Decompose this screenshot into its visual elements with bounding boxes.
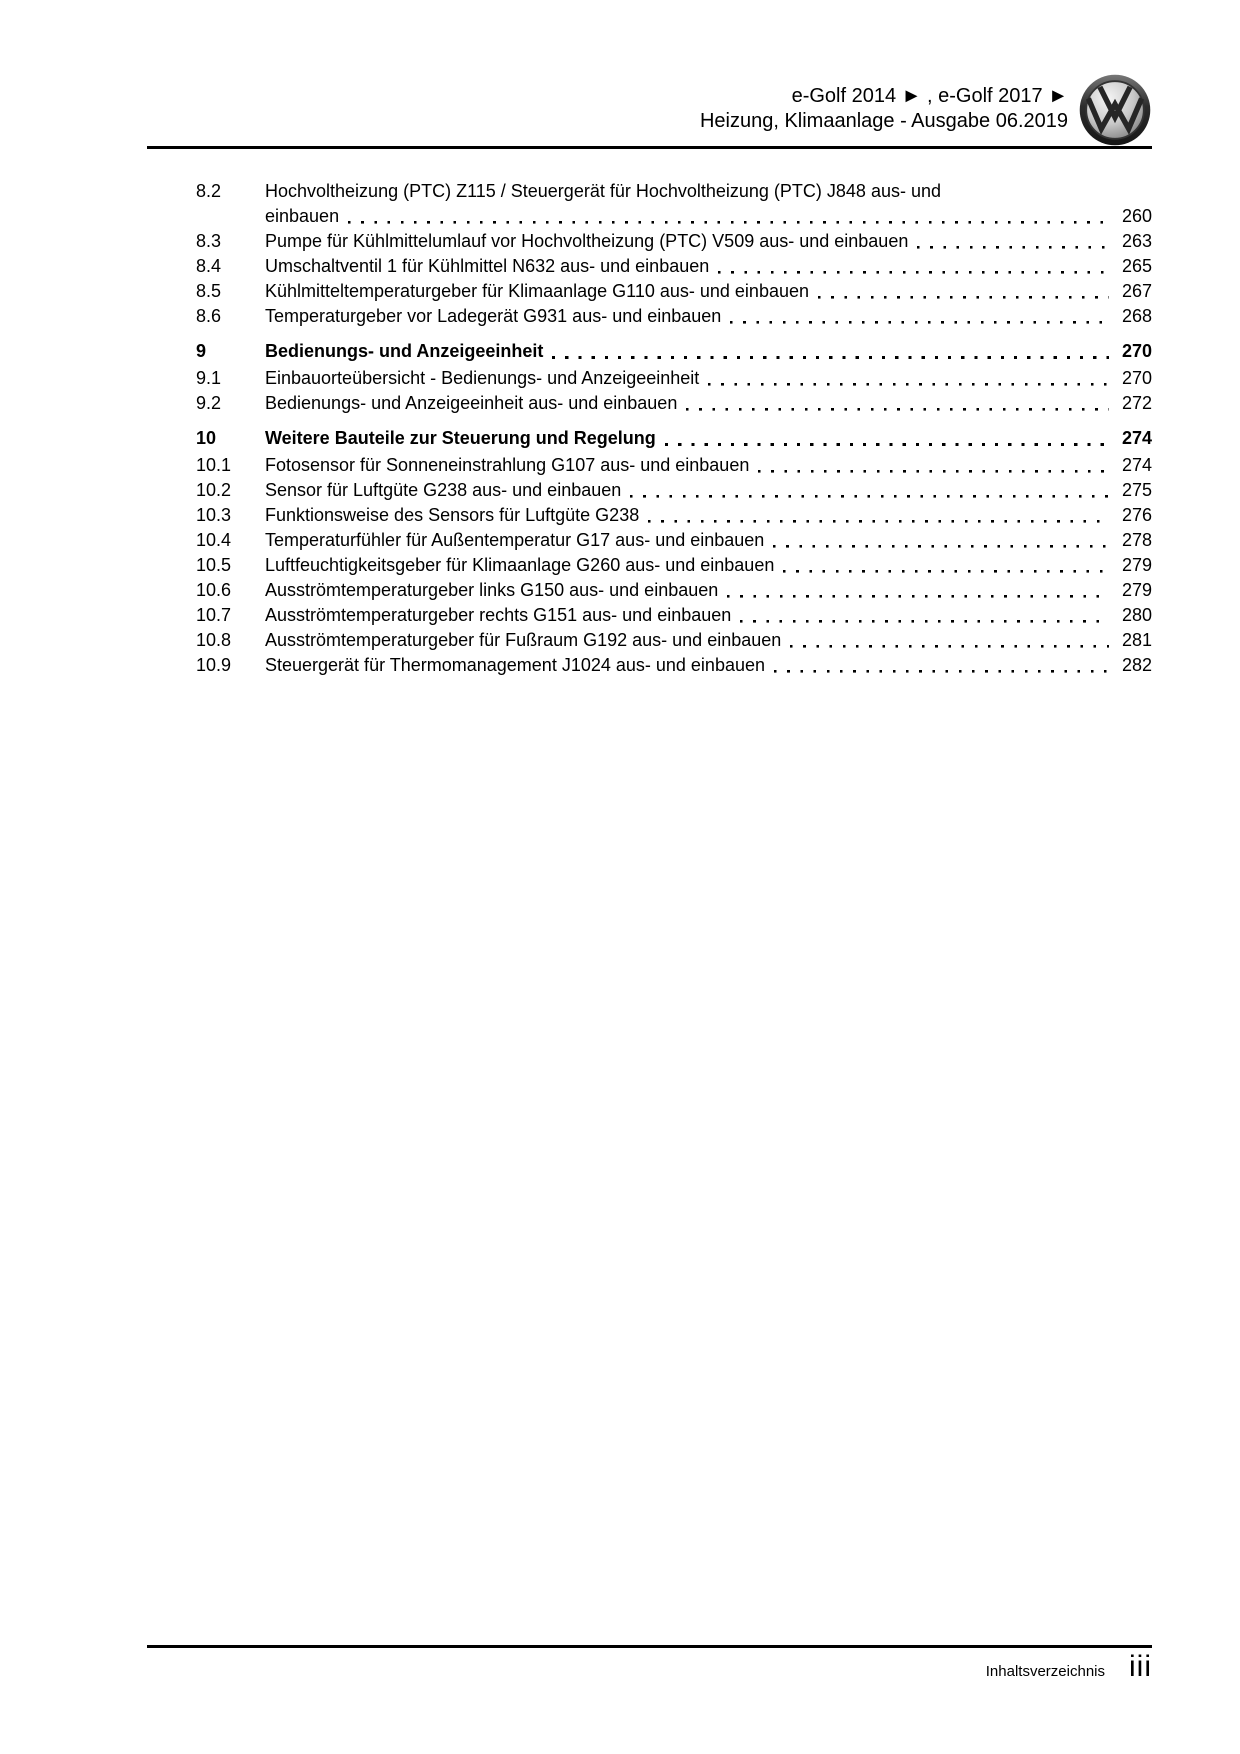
- toc-entry-number: 8.6: [196, 306, 222, 326]
- toc-entry[interactable]: [196, 528, 1152, 553]
- dot-leader: [348, 204, 1109, 229]
- toc-entry-body: [265, 339, 1152, 364]
- toc-entry-title: Ausströmtemperaturgeber links G150 aus- und einbauen: [265, 580, 719, 600]
- toc-entry-body: [265, 578, 1152, 603]
- toc-entry-page: 272: [1121, 393, 1152, 413]
- dot-leader: [686, 391, 1109, 416]
- dot-leader: [552, 339, 1109, 364]
- dot-leader: [630, 478, 1109, 503]
- dot-leader: [818, 279, 1109, 304]
- dot-leader: [648, 503, 1109, 528]
- header-rule: [147, 146, 1152, 149]
- toc-entry-title: Funktionsweise des Sensors für Luftgüte G238: [265, 505, 640, 525]
- dot-leader: [774, 653, 1109, 678]
- toc-entry-page: 276: [1121, 505, 1152, 525]
- toc-entry-title: Pumpe für Kühlmittelumlauf vor Hochvoltheizung (PTC) V509 aus- und einbauen: [265, 231, 909, 251]
- footer-rule: [147, 1645, 1152, 1648]
- toc-entry[interactable]: [196, 453, 1152, 478]
- toc-entry-tail: [265, 366, 1152, 391]
- page-footer: [986, 1650, 1152, 1684]
- header-model-line: e-Golf 2014 ► , e-Golf 2017 ►: [791, 85, 1068, 107]
- toc-entry-title-line: Hochvoltheizung (PTC) Z115 / Steuergerät für Hochvoltheizung (PTC) J848 aus- und: [265, 181, 941, 201]
- toc-entry-body: [265, 453, 1152, 478]
- dot-leader: [758, 453, 1109, 478]
- toc-entry-title: Temperaturgeber vor Ladegerät G931 aus- und einbauen: [265, 306, 722, 326]
- toc-entry-body: [265, 478, 1152, 503]
- toc-entry-body: [265, 528, 1152, 553]
- toc-entry[interactable]: [196, 503, 1152, 528]
- toc-entry-tail: [265, 628, 1152, 653]
- toc-entry-body: [265, 653, 1152, 678]
- toc-entry-number: 8.5: [196, 281, 222, 301]
- toc-entry[interactable]: [196, 229, 1152, 254]
- toc-entry-body: [265, 304, 1152, 329]
- toc-entry-title: Kühlmitteltemperaturgeber für Klimaanlage G110 aus- und einbauen: [265, 281, 809, 301]
- toc-entry[interactable]: [196, 478, 1152, 503]
- header-doc-title-line: Heizung, Klimaanlage - Ausgabe 06.2019: [699, 110, 1068, 132]
- toc-entry-title: Steuergerät für Thermomanagement J1024 aus- und einbauen: [265, 655, 765, 675]
- toc-entry-body: [265, 503, 1152, 528]
- toc-entry-lines: [265, 179, 1152, 204]
- vw-logo-icon: [1079, 74, 1151, 146]
- toc-entry-title: Fotosensor für Sonneneinstrahlung G107 aus- und einbauen: [265, 455, 750, 475]
- footer-page-number: iii: [1129, 1650, 1152, 1683]
- toc-entry-number: 10.4: [196, 530, 232, 550]
- toc-entry[interactable]: [196, 179, 1152, 229]
- toc-entry-page: 265: [1121, 256, 1152, 276]
- toc-entry-number: 10.1: [196, 455, 232, 475]
- toc-entry-title: Ausströmtemperaturgeber für Fußraum G192 aus- und einbauen: [265, 630, 782, 650]
- toc-entry[interactable]: [196, 366, 1152, 391]
- toc-entry-number: 10.3: [196, 505, 232, 525]
- toc-entry-tail: [265, 304, 1152, 329]
- toc-entry-title: Umschaltventil 1 für Kühlmittel N632 aus- und einbauen: [265, 256, 710, 276]
- toc-entry-number: 8.4: [196, 256, 222, 276]
- dot-leader: [718, 254, 1109, 279]
- toc-entry-body: [265, 179, 1152, 229]
- toc-entry-tail: [265, 528, 1152, 553]
- toc-entry-number: 9.1: [196, 368, 222, 388]
- toc-entry-tail: [265, 339, 1152, 364]
- toc-list: [196, 179, 1152, 678]
- toc-entry-tail: [265, 553, 1152, 578]
- toc-entry-body: [265, 229, 1152, 254]
- toc-entry-body: [265, 254, 1152, 279]
- toc-entry-number: 10.7: [196, 605, 232, 625]
- toc-entry[interactable]: [196, 426, 1152, 451]
- toc-entry-number: 10.9: [196, 655, 232, 675]
- toc-entry-title: einbauen: [265, 206, 340, 226]
- toc-entry-tail: [265, 453, 1152, 478]
- toc-entry-page: 281: [1121, 630, 1152, 650]
- toc-entry-page: 267: [1121, 281, 1152, 301]
- toc-entry-body: [265, 279, 1152, 304]
- toc-entry-page: 268: [1121, 306, 1152, 326]
- toc-entry-page: 279: [1121, 580, 1152, 600]
- toc-entry-number: 10.8: [196, 630, 232, 650]
- toc-entry[interactable]: [196, 653, 1152, 678]
- toc-entry-tail: [265, 653, 1152, 678]
- table-of-contents: [196, 179, 1152, 678]
- toc-entry[interactable]: [196, 578, 1152, 603]
- toc-entry-body: [265, 391, 1152, 416]
- toc-entry-tail: [265, 229, 1152, 254]
- toc-entry-title: Bedienungs- und Anzeigeeinheit aus- und einbauen: [265, 393, 678, 413]
- toc-entry-tail: [265, 254, 1152, 279]
- toc-entry-tail: [265, 204, 1152, 229]
- toc-entry-page: 279: [1121, 555, 1152, 575]
- toc-entry-title: Bedienungs- und Anzeigeeinheit: [265, 341, 544, 361]
- dot-leader: [727, 578, 1109, 603]
- dot-leader: [665, 426, 1109, 451]
- toc-entry-tail: [265, 478, 1152, 503]
- toc-entry[interactable]: [196, 279, 1152, 304]
- toc-entry[interactable]: [196, 628, 1152, 653]
- dot-leader: [783, 553, 1109, 578]
- toc-entry-number: 10.6: [196, 580, 232, 600]
- toc-entry-page: 275: [1121, 480, 1152, 500]
- toc-entry-title: Einbauorteübersicht - Bedienungs- und Anzeigeeinheit: [265, 368, 700, 388]
- dot-leader: [730, 304, 1109, 329]
- toc-entry-title: Weitere Bauteile zur Steuerung und Regelung: [265, 428, 656, 448]
- toc-entry[interactable]: [196, 304, 1152, 329]
- toc-entry-tail: [265, 503, 1152, 528]
- toc-entry-number: 9: [196, 341, 207, 361]
- toc-entry[interactable]: [196, 391, 1152, 416]
- toc-entry-title: Luftfeuchtigkeitsgeber für Klimaanlage G260 aus- und einbauen: [265, 555, 775, 575]
- dot-leader: [740, 603, 1109, 628]
- toc-entry-tail: [265, 391, 1152, 416]
- toc-entry-body: [265, 426, 1152, 451]
- toc-entry-tail: [265, 603, 1152, 628]
- toc-entry-page: 282: [1121, 655, 1152, 675]
- toc-entry-page: 270: [1121, 368, 1152, 388]
- toc-entry-page: 260: [1121, 206, 1152, 226]
- page-header: [700, 84, 1068, 134]
- toc-entry-tail: [265, 426, 1152, 451]
- toc-entry-body: [265, 603, 1152, 628]
- toc-entry-title: Ausströmtemperaturgeber rechts G151 aus- und einbauen: [265, 605, 732, 625]
- toc-entry-page: 280: [1121, 605, 1152, 625]
- toc-entry-page: 278: [1121, 530, 1152, 550]
- toc-entry-number: 8.2: [196, 181, 222, 201]
- toc-entry-page: 274: [1121, 455, 1152, 475]
- dot-leader: [708, 366, 1109, 391]
- toc-entry[interactable]: [196, 603, 1152, 628]
- toc-entry-tail: [265, 578, 1152, 603]
- toc-entry[interactable]: [196, 254, 1152, 279]
- footer-section-label: Inhaltsverzeichnis: [985, 1663, 1105, 1680]
- dot-leader: [790, 628, 1109, 653]
- toc-entry-number: 9.2: [196, 393, 222, 413]
- dot-leader: [917, 229, 1109, 254]
- toc-entry-number: 10.2: [196, 480, 232, 500]
- toc-entry-number: 10: [196, 428, 217, 448]
- dot-leader: [773, 528, 1109, 553]
- toc-entry-body: [265, 366, 1152, 391]
- toc-entry-page: 263: [1121, 231, 1152, 251]
- toc-entry-body: [265, 628, 1152, 653]
- toc-entry-page: 274: [1121, 428, 1152, 448]
- toc-entry-number: 8.3: [196, 231, 222, 251]
- toc-entry-body: [265, 553, 1152, 578]
- toc-entry-tail: [265, 279, 1152, 304]
- toc-entry-page: 270: [1121, 341, 1152, 361]
- toc-entry-title: Sensor für Luftgüte G238 aus- und einbauen: [265, 480, 622, 500]
- toc-entry[interactable]: [196, 339, 1152, 364]
- toc-entry[interactable]: [196, 553, 1152, 578]
- toc-entry-number: 10.5: [196, 555, 232, 575]
- toc-entry-title: Temperaturfühler für Außentemperatur G17 aus- und einbauen: [265, 530, 765, 550]
